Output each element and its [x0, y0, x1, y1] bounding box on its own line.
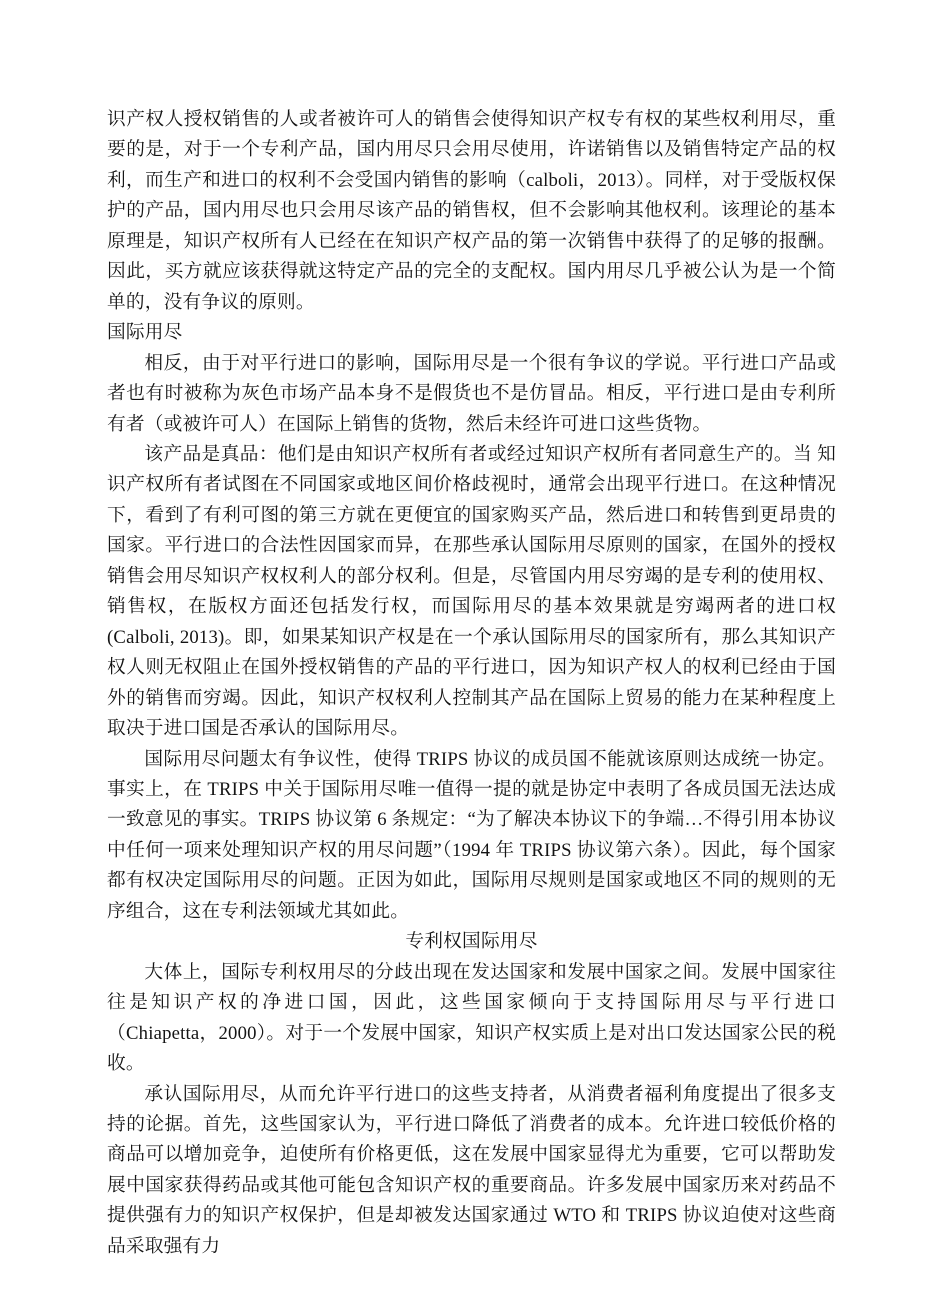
document-body: [107, 105, 836, 1262]
paragraph-consumer-welfare-arguments: 承认国际用尽，从而允许平行进口的这些支持者，从消费者福利角度提出了很多支持的论据。首先，这些国家认为，平行进口降低了消费者的成本。允许进口较低价格的商品可以增加竞争，迫使所有价格更低，这在发展中国家显得尤为重要，它可以帮助发展中国家获得药品或其他可能包含知识产权的重要商品。许多发展中国家历来对药品不提供强有力的知识产权保护，但是却被发达国家通过 WTO 和 TRIPS 协议迫使对这些商品采取强有力: [107, 1083, 836, 1257]
paragraph-trips-article-6: 国际用尽问题太有争议性，使得 TRIPS 协议的成员国不能就该原则达成统一协定。事实上，在 TRIPS 中关于国际用尽唯一值得一提的就是协定中表明了各成员国无法达成一致意见的事实。TRIPS 协议第 6 条规定：“为了解决本协议下的争端…不得引用本协议中任何一项来处理知识产权的用尽问题”（1994 年 TRIPS 协议第六条）。因此，每个国家都有权决定国际用尽的问题。正因为如此，国际用尽规则是国家或地区不同的规则的无序组合，这在专利法领域尤其如此。: [107, 748, 836, 922]
section-heading-international-exhaustion: 国际用尽: [107, 322, 183, 344]
paragraph-genuine-goods-price-discrimination: 该产品是真品：他们是由知识产权所有者或经过知识产权所有者同意生产的。当 知识产权所有者试图在不同国家或地区间价格歧视时，通常会出现平行进口。在这种情况下，看到了有利可图的第三方就在更便宜的国家购买产品，然后进口和转售到更昂贵的国家。平行进口的合法性因国家而异，在那些承认国际用尽原则的国家，在国外的授权销售会用尽知识产权权利人的部分权利。但是，尽管国内用尽穷竭的是专利的使用权、销售权，在版权方面还包括发行权，而国际用尽的基本效果就是穷竭两者的进口权 (Calboli, 2013)。即，如果某知识产权是在一个承认国际用尽的国家所有，那么其知识产权人则无权阻止在国外授权销售的产品的平行进口，因为知识产权人的权利已经由于国外的销售而穷竭。因此，知识产权权利人控制其产品在国际上贸易的能力在某种程度上取决于进口国是否承认的国际用尽。: [107, 443, 836, 740]
paragraph-domestic-exhaustion-continuation: 识产权人授权销售的人或者被许可人的销售会使得知识产权专有权的某些权利用尽，重要的是，对于一个专利产品，国内用尽只会用尽使用，许诺销售以及销售特定产品的权利，而生产和进口的权利不会受国内销售的影响（calboli，2013）。同样，对于受版权保护的产品，国内用尽也只会用尽该产品的销售权，但不会影响其他权利。该理论的基本原理是，知识产权所有人已经在在知识产权产品的第一次销售中获得了的足够的报酬。因此，买方就应该获得就这特定产品的完全的支配权。国内用尽几乎被公认为是一个简单的，没有争议的原则。: [107, 109, 836, 313]
section-heading-patent-international-exhaustion: 专利权国际用尽: [405, 931, 538, 953]
paragraph-developed-vs-developing-countries: 大体上，国际专利权用尽的分歧出现在发达国家和发展中国家之间。发展中国家往往是知识产权的净进口国，因此，这些国家倾向于支持国际用尽与平行进口（Chiapetta，2000）。对于一个发展中国家，知识产权实质上是对出口发达国家公民的税收。: [107, 961, 836, 1075]
paragraph-parallel-import-intro: 相反，由于对平行进口的影响，国际用尽是一个很有争议的学说。平行进口产品或者也有时被称为灰色市场产品本身不是假货也不是仿冒品。相反，平行进口是由专利所有者（或被许可人）在国际上销售的货物，然后未经许可进口这些货物。: [107, 352, 836, 435]
